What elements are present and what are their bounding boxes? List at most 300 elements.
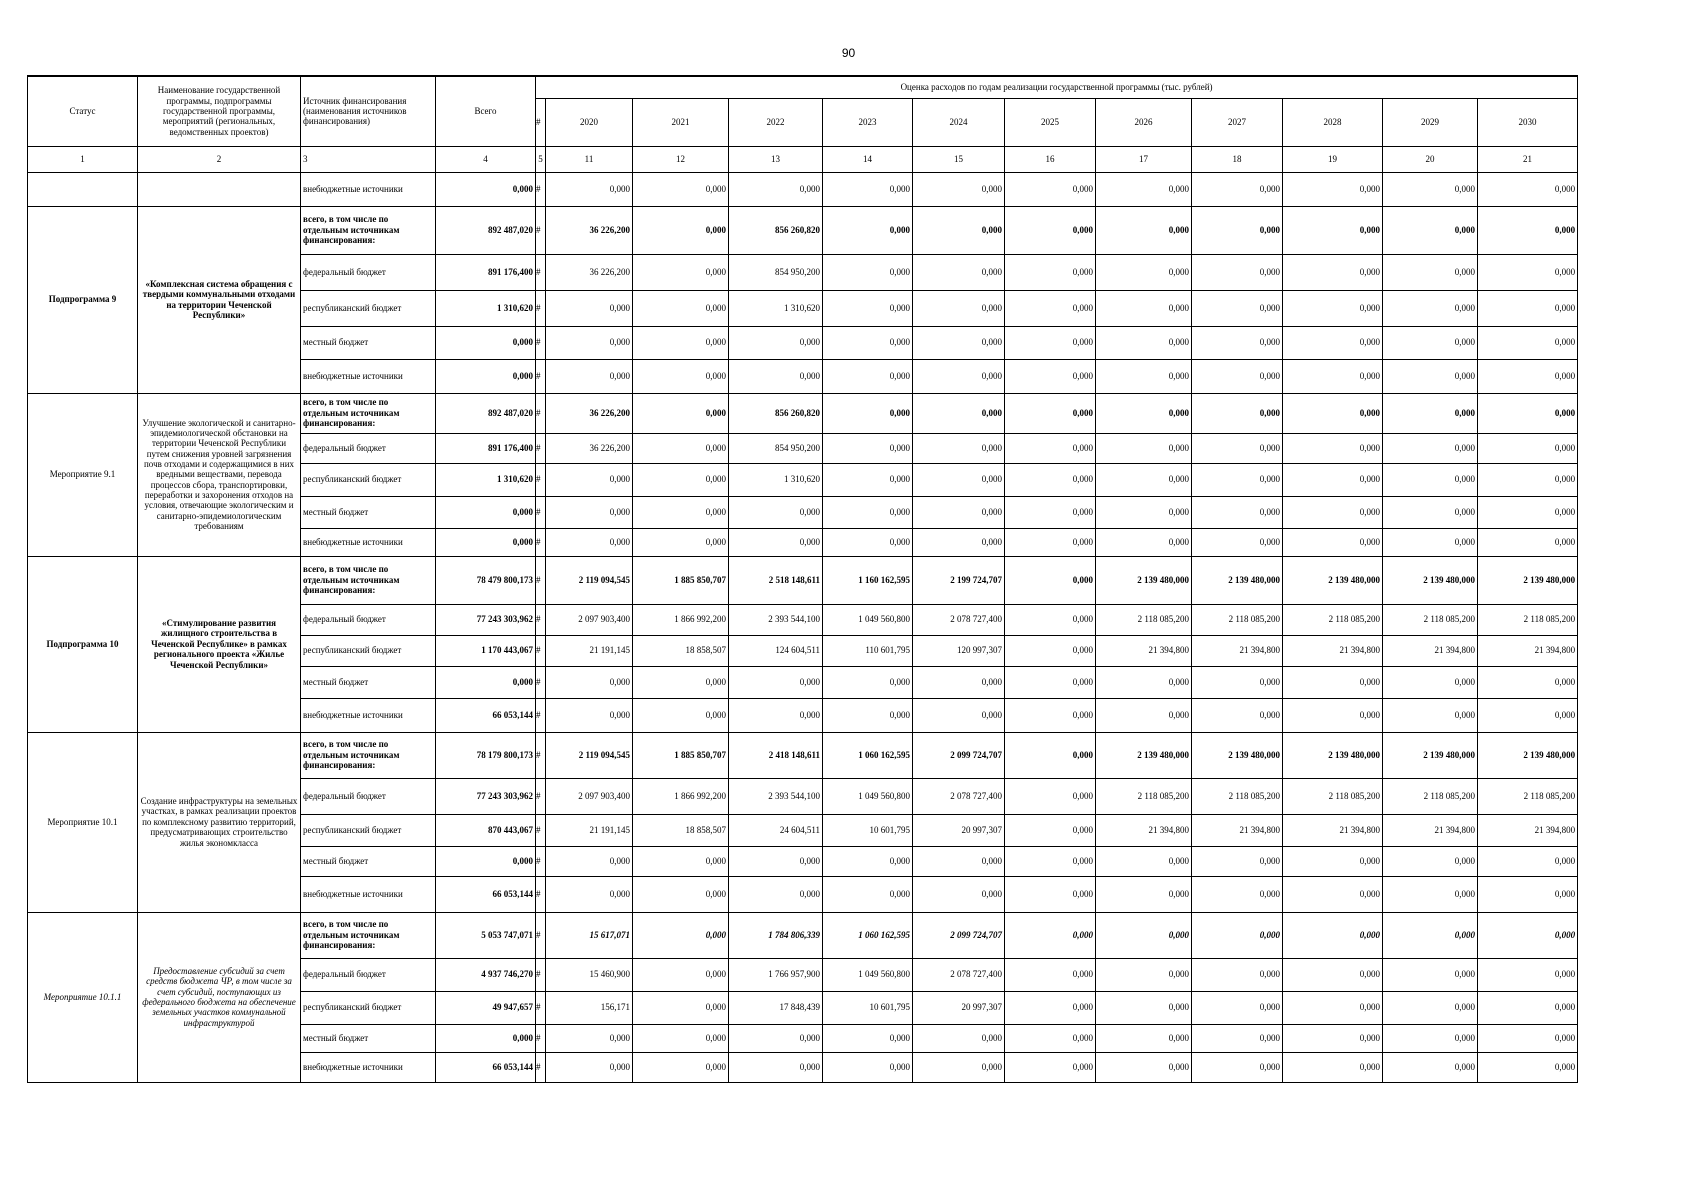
total-cell: 1 170 443,067 [436,635,536,666]
value-cell: 2 199 724,707 [913,556,1005,604]
name-cell: «Комплексная система обращения с твердыми коммунальными отходами на территории Чеченской Республики» [138,206,301,393]
value-cell: 0,000 [1383,876,1478,912]
value-cell: 0,000 [1478,698,1578,732]
value-cell: 0,000 [823,1024,913,1052]
value-cell: 0,000 [823,876,913,912]
hash-cell: # [536,528,546,556]
value-cell: 0,000 [1005,698,1096,732]
value-cell: 0,000 [729,876,823,912]
value-cell: 0,000 [1192,666,1283,698]
value-cell: 0,000 [729,846,823,876]
value-cell: 0,000 [729,172,823,206]
value-cell: 2 099 724,707 [913,732,1005,778]
total-cell: 78 479 800,173 [436,556,536,604]
value-cell: 0,000 [633,666,729,698]
name-cell: «Стимулирование развития жилищного строительства в Чеченской Республике» в рамках регионального проекта «Жилье Чеченской Республики» [138,556,301,732]
total-cell: 77 243 303,962 [436,604,536,635]
value-cell: 0,000 [1096,666,1192,698]
header-year-2021: 2021 [633,98,729,146]
value-cell: 0,000 [1283,393,1383,433]
value-cell: 1 049 560,800 [823,604,913,635]
hash-cell: # [536,958,546,991]
value-cell: 21 394,800 [1096,635,1192,666]
value-cell: 124 604,511 [729,635,823,666]
value-cell: 18 858,507 [633,635,729,666]
total-cell: 0,000 [436,172,536,206]
value-cell: 0,000 [1005,172,1096,206]
value-cell: 0,000 [1478,666,1578,698]
value-cell: 0,000 [546,326,633,359]
value-cell: 0,000 [1005,846,1096,876]
value-cell: 0,000 [1192,912,1283,958]
value-cell: 0,000 [1478,206,1578,254]
total-cell: 0,000 [436,359,536,393]
value-cell: 2 118 085,200 [1478,778,1578,814]
value-cell: 1 866 992,200 [633,778,729,814]
value-cell: 0,000 [1478,290,1578,326]
header-year-2025: 2025 [1005,98,1096,146]
value-cell: 0,000 [729,528,823,556]
value-cell: 1 310,620 [729,290,823,326]
total-cell: 0,000 [436,846,536,876]
value-cell: 1 310,620 [729,463,823,496]
value-cell: 0,000 [633,496,729,528]
value-cell: 0,000 [1383,698,1478,732]
header-colnum: 16 [1005,146,1096,172]
value-cell: 2 139 480,000 [1383,556,1478,604]
table-header [28,76,1578,172]
header-status: Статус [28,76,138,146]
value-cell: 0,000 [1096,1052,1192,1082]
header-name: Наименование государственной программы, подпрограммы государственной программы, мероприятий (региональных, ведомственных проектов) [138,76,301,146]
hash-cell: # [536,814,546,846]
value-cell: 120 997,307 [913,635,1005,666]
value-cell: 854 950,200 [729,433,823,463]
value-cell: 0,000 [1478,463,1578,496]
value-cell: 0,000 [1005,912,1096,958]
value-cell: 0,000 [546,876,633,912]
value-cell: 0,000 [1192,528,1283,556]
total-cell: 0,000 [436,496,536,528]
source-cell: республиканский бюджет [301,635,436,666]
value-cell: 15 617,071 [546,912,633,958]
value-cell: 0,000 [1005,463,1096,496]
total-cell: 0,000 [436,1024,536,1052]
table-body [28,172,1578,1082]
value-cell: 856 260,820 [729,206,823,254]
value-cell: 0,000 [1383,1024,1478,1052]
name-cell [138,172,301,206]
value-cell: 0,000 [1192,958,1283,991]
value-cell: 0,000 [729,1024,823,1052]
value-cell: 0,000 [1283,991,1383,1024]
status-cell: Мероприятие 10.1.1 [28,912,138,1082]
header-colnum: 19 [1283,146,1383,172]
value-cell: 0,000 [1383,846,1478,876]
value-cell: 0,000 [1383,206,1478,254]
value-cell: 0,000 [633,359,729,393]
header-year-2024: 2024 [913,98,1005,146]
value-cell: 0,000 [1096,698,1192,732]
value-cell: 1 885 850,707 [633,556,729,604]
name-cell: Предоставление субсидий за счет средств бюджета ЧР, в том числе за счет субсидий, поступающих из федерального бюджета на обеспечение земельных участков коммунальной инфраструктурой [138,912,301,1082]
total-cell: 66 053,144 [436,876,536,912]
header-colnum: 3 [301,146,436,172]
header-colnum: 2 [138,146,301,172]
value-cell: 0,000 [546,1024,633,1052]
total-cell: 892 487,020 [436,393,536,433]
value-cell: 2 118 085,200 [1096,778,1192,814]
header-colnum: 18 [1192,146,1283,172]
value-cell: 0,000 [1005,496,1096,528]
value-cell: 0,000 [1283,912,1383,958]
name-cell: Создание инфраструктуры на земельных участках, в рамках реализации проектов по комплексному развитию территорий, предусматривающих строительство жилья экономкласса [138,732,301,912]
value-cell: 0,000 [823,528,913,556]
value-cell: 15 460,900 [546,958,633,991]
value-cell: 0,000 [1096,254,1192,290]
value-cell: 0,000 [823,254,913,290]
total-cell: 0,000 [436,528,536,556]
value-cell: 0,000 [729,1052,823,1082]
value-cell: 0,000 [913,1052,1005,1082]
hash-cell: # [536,635,546,666]
source-cell: местный бюджет [301,846,436,876]
value-cell: 0,000 [633,463,729,496]
value-cell: 2 418 148,611 [729,732,823,778]
total-cell: 0,000 [436,326,536,359]
source-cell: внебюджетные источники [301,1052,436,1082]
value-cell: 2 139 480,000 [1383,732,1478,778]
value-cell: 0,000 [1096,172,1192,206]
value-cell: 0,000 [1005,666,1096,698]
value-cell: 0,000 [1283,172,1383,206]
value-cell: 0,000 [1005,876,1096,912]
header-colnum: 5 [536,146,546,172]
value-cell: 0,000 [913,290,1005,326]
header-year-2022: 2022 [729,98,823,146]
table-row [28,556,1578,604]
value-cell: 156,171 [546,991,633,1024]
hash-cell: # [536,433,546,463]
value-cell: 0,000 [1383,991,1478,1024]
value-cell: 0,000 [633,846,729,876]
value-cell: 0,000 [1005,433,1096,463]
source-cell: федеральный бюджет [301,604,436,635]
source-cell: внебюджетные источники [301,172,436,206]
total-cell: 1 310,620 [436,290,536,326]
value-cell: 0,000 [1192,991,1283,1024]
source-cell: республиканский бюджет [301,290,436,326]
source-cell: местный бюджет [301,666,436,698]
value-cell: 0,000 [1383,496,1478,528]
value-cell: 21 394,800 [1192,814,1283,846]
value-cell: 2 393 544,100 [729,604,823,635]
value-cell: 0,000 [823,290,913,326]
value-cell: 0,000 [913,254,1005,290]
value-cell: 36 226,200 [546,433,633,463]
value-cell: 1 866 992,200 [633,604,729,635]
value-cell: 0,000 [1383,463,1478,496]
hash-cell: # [536,556,546,604]
value-cell: 2 139 480,000 [1192,732,1283,778]
source-cell: всего, в том числе по отдельным источникам финансирования: [301,556,436,604]
value-cell: 0,000 [1096,463,1192,496]
total-cell: 66 053,144 [436,698,536,732]
value-cell: 0,000 [1192,254,1283,290]
value-cell: 21 394,800 [1383,635,1478,666]
value-cell: 0,000 [1283,876,1383,912]
hash-cell: # [536,496,546,528]
hash-cell: # [536,393,546,433]
value-cell: 0,000 [546,846,633,876]
value-cell: 0,000 [1096,206,1192,254]
value-cell: 0,000 [633,991,729,1024]
value-cell: 0,000 [1192,846,1283,876]
value-cell: 0,000 [1383,1052,1478,1082]
value-cell: 0,000 [823,1052,913,1082]
value-cell: 10 601,795 [823,991,913,1024]
value-cell: 0,000 [1478,1052,1578,1082]
header-colnum: 4 [436,146,536,172]
value-cell: 2 078 727,400 [913,778,1005,814]
value-cell: 0,000 [1192,290,1283,326]
table-row [28,206,1578,254]
value-cell: 0,000 [1383,290,1478,326]
value-cell: 0,000 [1478,846,1578,876]
value-cell: 1 766 957,900 [729,958,823,991]
value-cell: 0,000 [1478,528,1578,556]
financing-table [27,75,1578,1083]
value-cell: 2 139 480,000 [1478,556,1578,604]
source-cell: федеральный бюджет [301,254,436,290]
value-cell: 0,000 [546,172,633,206]
value-cell: 0,000 [633,912,729,958]
value-cell: 1 885 850,707 [633,732,729,778]
value-cell: 0,000 [1283,496,1383,528]
value-cell: 0,000 [1192,1052,1283,1082]
value-cell: 854 950,200 [729,254,823,290]
hash-cell: # [536,463,546,496]
value-cell: 0,000 [1383,433,1478,463]
value-cell: 2 139 480,000 [1283,556,1383,604]
value-cell: 0,000 [546,496,633,528]
hash-cell: # [536,778,546,814]
value-cell: 0,000 [1192,206,1283,254]
source-cell: республиканский бюджет [301,991,436,1024]
value-cell: 21 394,800 [1478,814,1578,846]
header-year-2028: 2028 [1283,98,1383,146]
value-cell: 0,000 [1096,991,1192,1024]
value-cell: 21 394,800 [1192,635,1283,666]
value-cell: 0,000 [633,393,729,433]
value-cell: 0,000 [1096,958,1192,991]
value-cell: 2 097 903,400 [546,778,633,814]
value-cell: 0,000 [1383,172,1478,206]
value-cell: 2 118 085,200 [1283,778,1383,814]
value-cell: 0,000 [913,666,1005,698]
value-cell: 1 060 162,595 [823,732,913,778]
value-cell: 0,000 [1478,496,1578,528]
value-cell: 2 118 085,200 [1383,604,1478,635]
total-cell: 0,000 [436,666,536,698]
value-cell: 0,000 [913,172,1005,206]
value-cell: 0,000 [1096,528,1192,556]
value-cell: 0,000 [823,463,913,496]
total-cell: 1 310,620 [436,463,536,496]
name-cell: Улучшение экологической и санитарно-эпидемиологической обстановки на территории Чеченской Республики путем снижения уровней загрязнения почв отходами и содержащимися в них вредными веществами, перевода процессов сбора, транспортировки, переработки и захоронения отходов на условия, отвечающие экологическим и санитарно-эпидемиологическим требованиям [138,393,301,556]
header-source: Источник финансирования (наименования источников финансирования) [301,76,436,146]
header-colnum: 11 [546,146,633,172]
source-cell: республиканский бюджет [301,463,436,496]
header-colnum: 1 [28,146,138,172]
header-hash: # [536,98,546,146]
value-cell: 0,000 [1005,1024,1096,1052]
value-cell: 1 160 162,595 [823,556,913,604]
value-cell: 0,000 [823,359,913,393]
value-cell: 2 099 724,707 [913,912,1005,958]
value-cell: 0,000 [1096,326,1192,359]
value-cell: 0,000 [1192,172,1283,206]
value-cell: 2 518 148,611 [729,556,823,604]
status-cell [28,172,138,206]
value-cell: 0,000 [1383,393,1478,433]
value-cell: 2 097 903,400 [546,604,633,635]
header-colnum: 13 [729,146,823,172]
value-cell: 0,000 [1005,206,1096,254]
value-cell: 0,000 [1005,958,1096,991]
table-row [28,732,1578,778]
value-cell: 0,000 [1283,698,1383,732]
value-cell: 0,000 [823,326,913,359]
total-cell: 66 053,144 [436,1052,536,1082]
value-cell: 0,000 [1383,528,1478,556]
status-cell: Мероприятие 10.1 [28,732,138,912]
value-cell: 2 119 094,545 [546,556,633,604]
value-cell: 0,000 [1096,359,1192,393]
hash-cell: # [536,876,546,912]
value-cell: 856 260,820 [729,393,823,433]
header-colnum: 20 [1383,146,1478,172]
value-cell: 0,000 [633,698,729,732]
total-cell: 78 179 800,173 [436,732,536,778]
header-colnum: 15 [913,146,1005,172]
value-cell: 0,000 [1478,876,1578,912]
table-row [28,912,1578,958]
value-cell: 2 139 480,000 [1096,732,1192,778]
value-cell: 0,000 [913,1024,1005,1052]
value-cell: 0,000 [823,206,913,254]
value-cell: 0,000 [913,433,1005,463]
value-cell: 2 118 085,200 [1383,778,1478,814]
value-cell: 18 858,507 [633,814,729,846]
page-number: 90 [841,46,856,60]
source-cell: местный бюджет [301,496,436,528]
value-cell: 0,000 [633,254,729,290]
value-cell: 0,000 [1005,778,1096,814]
value-cell: 0,000 [1283,433,1383,463]
value-cell: 0,000 [1005,359,1096,393]
value-cell: 0,000 [633,433,729,463]
total-cell: 870 443,067 [436,814,536,846]
value-cell: 20 997,307 [913,814,1005,846]
value-cell: 21 394,800 [1383,814,1478,846]
value-cell: 0,000 [1283,666,1383,698]
hash-cell: # [536,1052,546,1082]
total-cell: 49 947,657 [436,991,536,1024]
value-cell: 0,000 [1096,846,1192,876]
value-cell: 0,000 [1283,1052,1383,1082]
value-cell: 21 394,800 [1283,814,1383,846]
source-cell: федеральный бюджет [301,958,436,991]
value-cell: 0,000 [546,666,633,698]
header-total: Всего [436,76,536,146]
source-cell: всего, в том числе по отдельным источникам финансирования: [301,732,436,778]
source-cell: внебюджетные источники [301,359,436,393]
value-cell: 2 078 727,400 [913,958,1005,991]
value-cell: 0,000 [1005,326,1096,359]
value-cell: 36 226,200 [546,254,633,290]
value-cell: 0,000 [1383,666,1478,698]
value-cell: 21 191,145 [546,814,633,846]
value-cell: 1 049 560,800 [823,958,913,991]
value-cell: 20 997,307 [913,991,1005,1024]
value-cell: 0,000 [1096,1024,1192,1052]
value-cell: 0,000 [633,1052,729,1082]
table-row [28,172,1578,206]
value-cell: 21 394,800 [1283,635,1383,666]
value-cell: 2 118 085,200 [1478,604,1578,635]
header-colnum: 17 [1096,146,1192,172]
value-cell: 0,000 [633,958,729,991]
header-numbers-row [28,146,1578,172]
value-cell: 0,000 [729,496,823,528]
value-cell: 2 119 094,545 [546,732,633,778]
value-cell: 0,000 [729,666,823,698]
source-cell: всего, в том числе по отдельным источникам финансирования: [301,912,436,958]
value-cell: 2 118 085,200 [1283,604,1383,635]
value-cell: 0,000 [633,1024,729,1052]
value-cell: 110 601,795 [823,635,913,666]
total-cell: 891 176,400 [436,254,536,290]
value-cell: 0,000 [1478,912,1578,958]
value-cell: 0,000 [1192,876,1283,912]
value-cell: 0,000 [546,1052,633,1082]
value-cell: 0,000 [823,698,913,732]
value-cell: 36 226,200 [546,206,633,254]
value-cell: 0,000 [1005,254,1096,290]
value-cell: 2 118 085,200 [1192,778,1283,814]
value-cell: 21 191,145 [546,635,633,666]
value-cell: 24 604,511 [729,814,823,846]
value-cell: 0,000 [729,359,823,393]
value-cell: 0,000 [823,846,913,876]
value-cell: 0,000 [1478,433,1578,463]
total-cell: 77 243 303,962 [436,778,536,814]
source-cell: федеральный бюджет [301,433,436,463]
header-year-2029: 2029 [1383,98,1478,146]
value-cell: 0,000 [823,433,913,463]
value-cell: 2 118 085,200 [1096,604,1192,635]
value-cell: 2 139 480,000 [1192,556,1283,604]
value-cell: 0,000 [913,528,1005,556]
value-cell: 0,000 [1283,206,1383,254]
source-cell: местный бюджет [301,326,436,359]
value-cell: 0,000 [1283,958,1383,991]
source-cell: всего, в том числе по отдельным источникам финансирования: [301,393,436,433]
value-cell: 0,000 [633,326,729,359]
value-cell: 0,000 [1005,556,1096,604]
total-cell: 4 937 746,270 [436,958,536,991]
